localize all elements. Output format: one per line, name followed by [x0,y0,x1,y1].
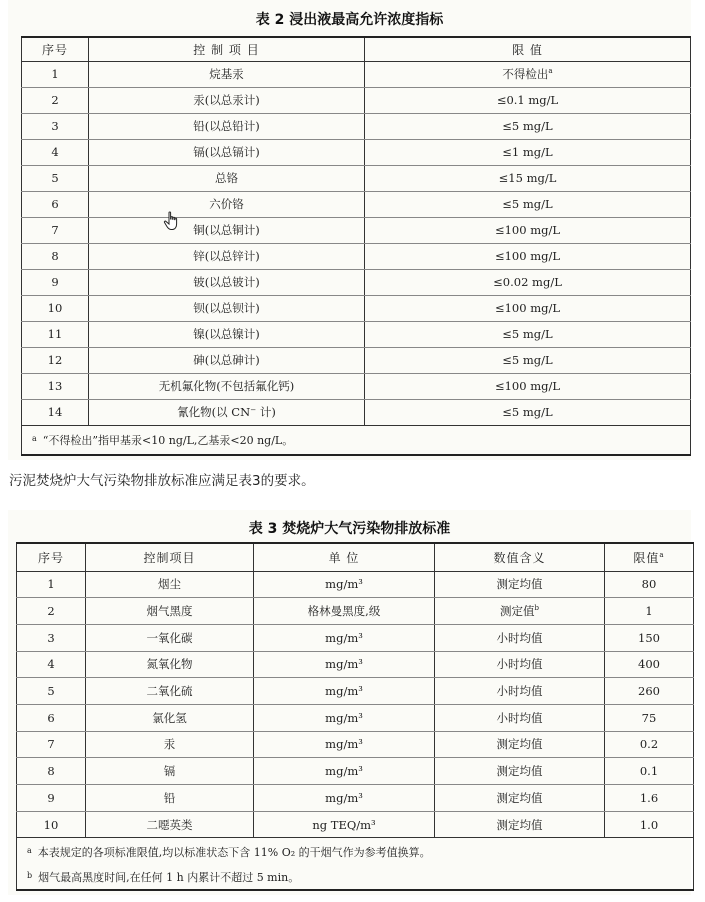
row-control-item: 二噁英类 [86,811,254,838]
row-control-item: 氮氧化物 [86,651,254,678]
footnote-mark: b [27,871,33,881]
row-control-item: 六价铬 [89,191,365,217]
row-limit-cell [365,295,691,321]
row-number: 7 [17,731,86,758]
row-limit: 400 [605,651,694,678]
table-row [22,321,691,347]
row-unit: mg/m³ [254,731,435,758]
row-control-item: 铜(以总铜计) [89,217,365,243]
row-meaning-cell [435,651,605,678]
footnote-mark: b [534,604,539,613]
row-control-item: 汞(以总汞计) [89,87,365,113]
row-meaning-cell [435,624,605,651]
row-limit-cell [365,243,691,269]
row-limit: ≤15 mg/L [498,171,557,185]
row-control-item: 烟气黑度 [86,598,254,625]
row-limit: 不得检出 [502,67,549,81]
row-number: 9 [22,269,89,295]
row-limit: ≤5 mg/L [502,197,553,211]
row-number: 4 [17,651,86,678]
row-control-item: 总铬 [89,165,365,191]
table-row [22,165,691,191]
table-row [22,399,691,425]
row-meaning: 测定均值 [496,790,543,805]
row-limit: ≤100 mg/L [494,301,561,315]
table3 [16,542,694,891]
table2-header-item: 控 制 项 目 [89,37,365,61]
row-number: 9 [17,785,86,812]
row-number: 2 [22,87,89,113]
table-row [22,243,691,269]
footnote-mark: a [32,433,37,443]
table-row [22,87,691,113]
row-control-item: 氯化氢 [86,704,254,731]
table3-header-unit: 单 位 [254,543,435,571]
table-row [22,347,691,373]
table-row [22,269,691,295]
row-limit: ≤100 mg/L [494,223,561,237]
row-unit: 格林曼黑度,级 [254,598,435,625]
table3-header-limit-mark: a [659,550,665,559]
row-limit-cell [365,87,691,113]
row-number: 13 [22,373,89,399]
row-limit: 1 [605,598,694,625]
row-limit: 260 [605,678,694,705]
table2-header-limit: 限 值 [365,37,691,61]
row-limit: 1.0 [605,811,694,838]
table3-header-meaning: 数值含义 [435,543,605,571]
row-number: 1 [17,571,86,598]
row-number: 3 [22,113,89,139]
row-control-item: 铅(以总铅计) [89,113,365,139]
row-meaning-cell [435,731,605,758]
row-meaning: 测定均值 [496,737,543,752]
row-unit: ng TEQ/m³ [254,811,435,838]
row-unit: mg/m³ [254,571,435,598]
row-limit-cell [365,347,691,373]
table2 [21,36,691,456]
footnote-text: “不得检出”指甲基汞<10 ng/L,乙基汞<20 ng/L。 [42,433,294,447]
footnote-mark: a [548,67,553,76]
row-meaning: 小时均值 [496,710,543,725]
row-limit: ≤5 mg/L [502,119,553,133]
table-row [17,704,694,731]
hand-pointer-icon [163,211,181,231]
row-limit: ≤1 mg/L [502,145,553,159]
row-control-item: 铍(以总铍计) [89,269,365,295]
row-number: 14 [22,399,89,425]
table3-header-limit [605,543,694,571]
table-row [22,217,691,243]
row-meaning-cell [435,704,605,731]
row-number: 10 [17,811,86,838]
row-number: 6 [22,191,89,217]
row-number: 10 [22,295,89,321]
row-control-item: 无机氟化物(不包括氟化钙) [89,373,365,399]
row-control-item: 二氧化硫 [86,678,254,705]
table-row [22,61,691,87]
row-limit: ≤5 mg/L [502,353,553,367]
row-limit: 150 [605,624,694,651]
row-limit-cell [365,399,691,425]
row-unit: mg/m³ [254,678,435,705]
table-row [17,598,694,625]
table3-note-row [17,838,694,866]
row-limit-cell [365,269,691,295]
row-number: 1 [22,61,89,87]
table2-header-no: 序号 [22,37,89,61]
row-number: 8 [22,243,89,269]
row-number: 12 [22,347,89,373]
row-number: 2 [17,598,86,625]
row-number: 7 [22,217,89,243]
row-limit-cell [365,191,691,217]
table2-caption: 表 2 浸出液最高允许浓度指标 [255,12,444,28]
table-row [22,191,691,217]
row-meaning-cell [435,785,605,812]
row-meaning-cell [435,811,605,838]
table3-header-row [17,543,694,571]
row-limit-cell [365,165,691,191]
row-control-item: 镉 [86,758,254,785]
row-number: 11 [22,321,89,347]
row-number: 4 [22,139,89,165]
row-limit: 0.2 [605,731,694,758]
row-unit: mg/m³ [254,651,435,678]
row-limit-cell [365,217,691,243]
table3-footnote [17,866,694,890]
row-unit: mg/m³ [254,758,435,785]
row-meaning: 小时均值 [496,657,543,672]
row-control-item: 钡(以总钡计) [89,295,365,321]
row-limit-cell [365,373,691,399]
row-limit: ≤0.1 mg/L [496,93,559,107]
row-meaning: 测定值 [500,604,535,619]
table-row [17,571,694,598]
row-limit: ≤5 mg/L [502,405,553,419]
row-limit: 1.6 [605,785,694,812]
row-limit-cell [365,139,691,165]
row-limit: 0.1 [605,758,694,785]
row-control-item: 氰化物(以 CN⁻ 计) [89,399,365,425]
footnote-mark: a [27,846,32,856]
row-control-item: 镉(以总镉计) [89,139,365,165]
row-meaning: 测定均值 [496,817,543,832]
table2-scan [8,0,691,460]
row-number: 8 [17,758,86,785]
row-control-item: 砷(以总砷计) [89,347,365,373]
row-control-item: 一氧化碳 [86,624,254,651]
table3-header-item: 控制项目 [86,543,254,571]
table3-footnote [17,838,694,866]
row-number: 3 [17,624,86,651]
row-limit-cell [365,61,691,87]
row-control-item: 锌(以总锌计) [89,243,365,269]
row-control-item: 烟尘 [86,571,254,598]
row-limit: ≤100 mg/L [494,249,561,263]
table-row [22,113,691,139]
row-unit: mg/m³ [254,785,435,812]
row-limit: ≤5 mg/L [502,327,553,341]
table3-header-limit-label: 限值 [633,550,660,565]
footnote-text: 烟气最高黑度时间,在任何 1 h 内累计不超过 5 min。 [38,871,300,885]
table2-note-row [22,425,691,455]
row-limit-cell [365,321,691,347]
body-sentence: 污泥焚烧炉大气污染物排放标准应满足表3的要求。 [9,473,315,489]
table-row [17,678,694,705]
table2-header-row [22,37,691,61]
table-row [17,651,694,678]
row-limit: ≤0.02 mg/L [493,275,562,289]
row-limit: ≤100 mg/L [494,379,561,393]
table-row [22,373,691,399]
table3-note-row [17,866,694,890]
row-meaning-cell [435,678,605,705]
table-row [22,295,691,321]
row-limit: 75 [605,704,694,731]
table3-caption: 表 3 焚烧炉大气污染物排放标准 [248,521,451,537]
table-row [17,758,694,785]
table-row [17,624,694,651]
row-meaning: 小时均值 [496,684,543,699]
row-control-item: 铅 [86,785,254,812]
row-meaning: 测定均值 [496,764,543,779]
table-row [22,139,691,165]
row-number: 5 [22,165,89,191]
row-meaning-cell [435,758,605,785]
table2-footnote [22,425,691,455]
table-row [17,811,694,838]
row-number: 5 [17,678,86,705]
row-number: 6 [17,704,86,731]
row-control-item: 镍(以总镍计) [89,321,365,347]
row-meaning: 小时均值 [496,630,543,645]
row-unit: mg/m³ [254,704,435,731]
table-row [17,785,694,812]
table-row [17,731,694,758]
row-meaning-cell [435,598,605,625]
table3-header-no: 序号 [17,543,86,571]
footnote-text: 本表规定的各项标准限值,均以标准状态下含 11% O₂ 的干烟气作为参考值换算。 [37,846,431,860]
row-meaning: 测定均值 [496,577,543,592]
row-limit: 80 [605,571,694,598]
row-unit: mg/m³ [254,624,435,651]
table3-scan [8,510,691,895]
row-limit-cell [365,113,691,139]
row-control-item: 汞 [86,731,254,758]
row-meaning-cell [435,571,605,598]
row-control-item: 烷基汞 [89,61,365,87]
